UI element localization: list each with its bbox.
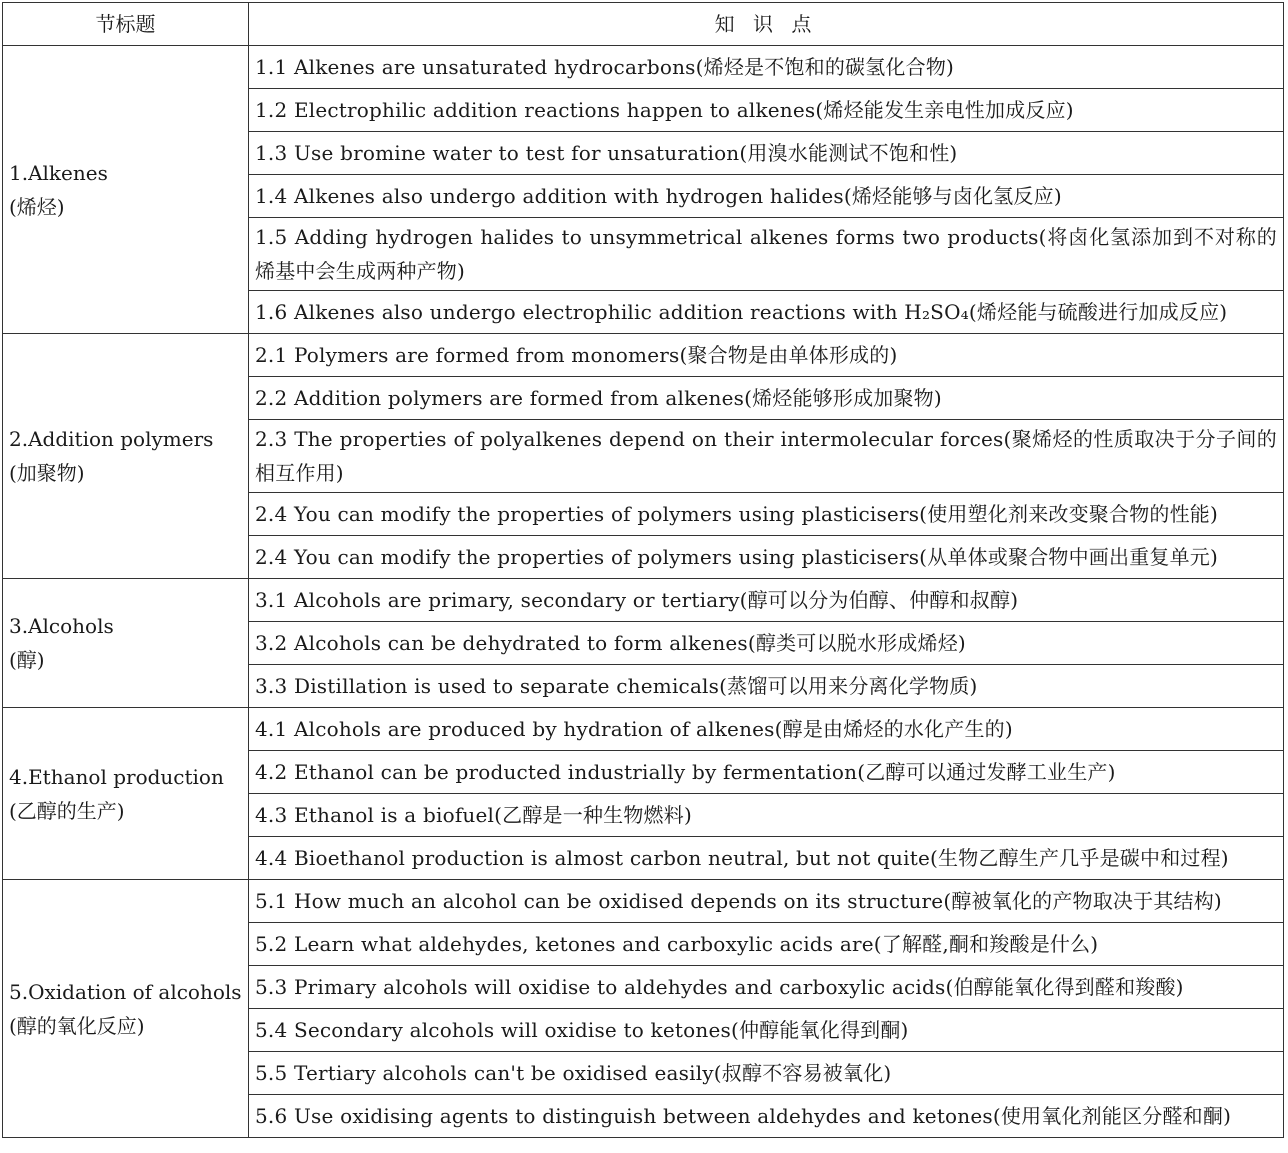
knowledge-point: 5.1 How much an alcohol can be oxidised depends on its structure(醇被氧化的产物取决于其结构)	[249, 880, 1284, 923]
knowledge-point: 5.4 Secondary alcohols will oxidise to ketones(仲醇能氧化得到酮)	[249, 1009, 1284, 1052]
header-knowledge-points: 知 识 点	[249, 3, 1284, 46]
knowledge-point: 1.6 Alkenes also undergo electrophilic addition reactions with H₂SO₄(烯烃能与硫酸进行加成反应)	[249, 291, 1284, 334]
knowledge-point: 2.1 Polymers are formed from monomers(聚合物是由单体形成的)	[249, 334, 1284, 377]
knowledge-point: 4.1 Alcohols are produced by hydration of alkenes(醇是由烯烃的水化产生的)	[249, 708, 1284, 751]
section-subtitle: (烯烃)	[9, 194, 65, 219]
knowledge-point: 1.4 Alkenes also undergo addition with hydrogen halides(烯烃能够与卤化氢反应)	[249, 175, 1284, 218]
knowledge-point: 2.4 You can modify the properties of polymers using plasticisers(从单体或聚合物中画出重复单元)	[249, 536, 1284, 579]
section-title-cell	[3, 334, 249, 579]
section-title-cell	[3, 46, 249, 334]
table-row	[3, 708, 1284, 751]
knowledge-point: 3.2 Alcohols can be dehydrated to form alkenes(醇类可以脱水形成烯烃)	[249, 622, 1284, 665]
table-row	[3, 334, 1284, 377]
knowledge-point: 4.2 Ethanol can be producted industrially by fermentation(乙醇可以通过发酵工业生产)	[249, 751, 1284, 794]
section-title-cell	[3, 579, 249, 708]
section-title: 2.Addition polymers	[9, 427, 214, 451]
knowledge-point: 4.4 Bioethanol production is almost carbon neutral, but not quite(生物乙醇生产几乎是碳中和过程)	[249, 837, 1284, 880]
header-row	[3, 3, 1284, 46]
table-row	[3, 579, 1284, 622]
section-title-cell	[3, 880, 249, 1138]
knowledge-point: 1.3 Use bromine water to test for unsaturation(用溴水能测试不饱和性)	[249, 132, 1284, 175]
section-subtitle: (醇)	[9, 648, 45, 672]
section-subtitle: (乙醇的生产)	[9, 798, 125, 823]
knowledge-point: 4.3 Ethanol is a biofuel(乙醇是一种生物燃料)	[249, 794, 1284, 837]
knowledge-point: 2.4 You can modify the properties of polymers using plasticisers(使用塑化剂来改变聚合物的性能)	[249, 493, 1284, 536]
knowledge-point: 3.1 Alcohols are primary, secondary or tertiary(醇可以分为伯醇、仲醇和叔醇)	[249, 579, 1284, 622]
knowledge-point: 5.3 Primary alcohols will oxidise to aldehydes and carboxylic acids(伯醇能氧化得到醛和羧酸)	[249, 966, 1284, 1009]
knowledge-point: 5.2 Learn what aldehydes, ketones and carboxylic acids are(了解醛,酮和羧酸是什么)	[249, 923, 1284, 966]
knowledge-point: 1.1 Alkenes are unsaturated hydrocarbons(烯烃是不饱和的碳氢化合物)	[249, 46, 1284, 89]
knowledge-point: 2.2 Addition polymers are formed from alkenes(烯烃能够形成加聚物)	[249, 377, 1284, 420]
section-title: 1.Alkenes	[9, 160, 108, 185]
knowledge-table	[2, 2, 1284, 1138]
section-subtitle: (加聚物)	[9, 461, 85, 485]
knowledge-point: 5.5 Tertiary alcohols can't be oxidised easily(叔醇不容易被氧化)	[249, 1052, 1284, 1095]
knowledge-point: 1.5 Adding hydrogen halides to unsymmetrical alkenes forms two products(将卤化氢添加到不对称的烯基中会生成两种产物)	[249, 218, 1284, 291]
table-row	[3, 880, 1284, 923]
table-row	[3, 46, 1284, 89]
knowledge-point: 5.6 Use oxidising agents to distinguish between aldehydes and ketones(使用氧化剂能区分醛和酮)	[249, 1095, 1284, 1138]
knowledge-point: 1.2 Electrophilic addition reactions happen to alkenes(烯烃能发生亲电性加成反应)	[249, 89, 1284, 132]
section-title: 4.Ethanol production	[9, 764, 224, 789]
header-section-title: 节标题	[3, 3, 249, 46]
knowledge-point: 3.3 Distillation is used to separate chemicals(蒸馏可以用来分离化学物质)	[249, 665, 1284, 708]
section-title: 3.Alcohols	[9, 614, 114, 638]
section-subtitle: (醇的氧化反应)	[9, 1013, 145, 1038]
section-title-cell	[3, 708, 249, 880]
section-title: 5.Oxidation of alcohols	[9, 979, 242, 1004]
knowledge-point: 2.3 The properties of polyalkenes depend on their intermolecular forces(聚烯烃的性质取决于分子间的相互作用)	[249, 420, 1284, 493]
